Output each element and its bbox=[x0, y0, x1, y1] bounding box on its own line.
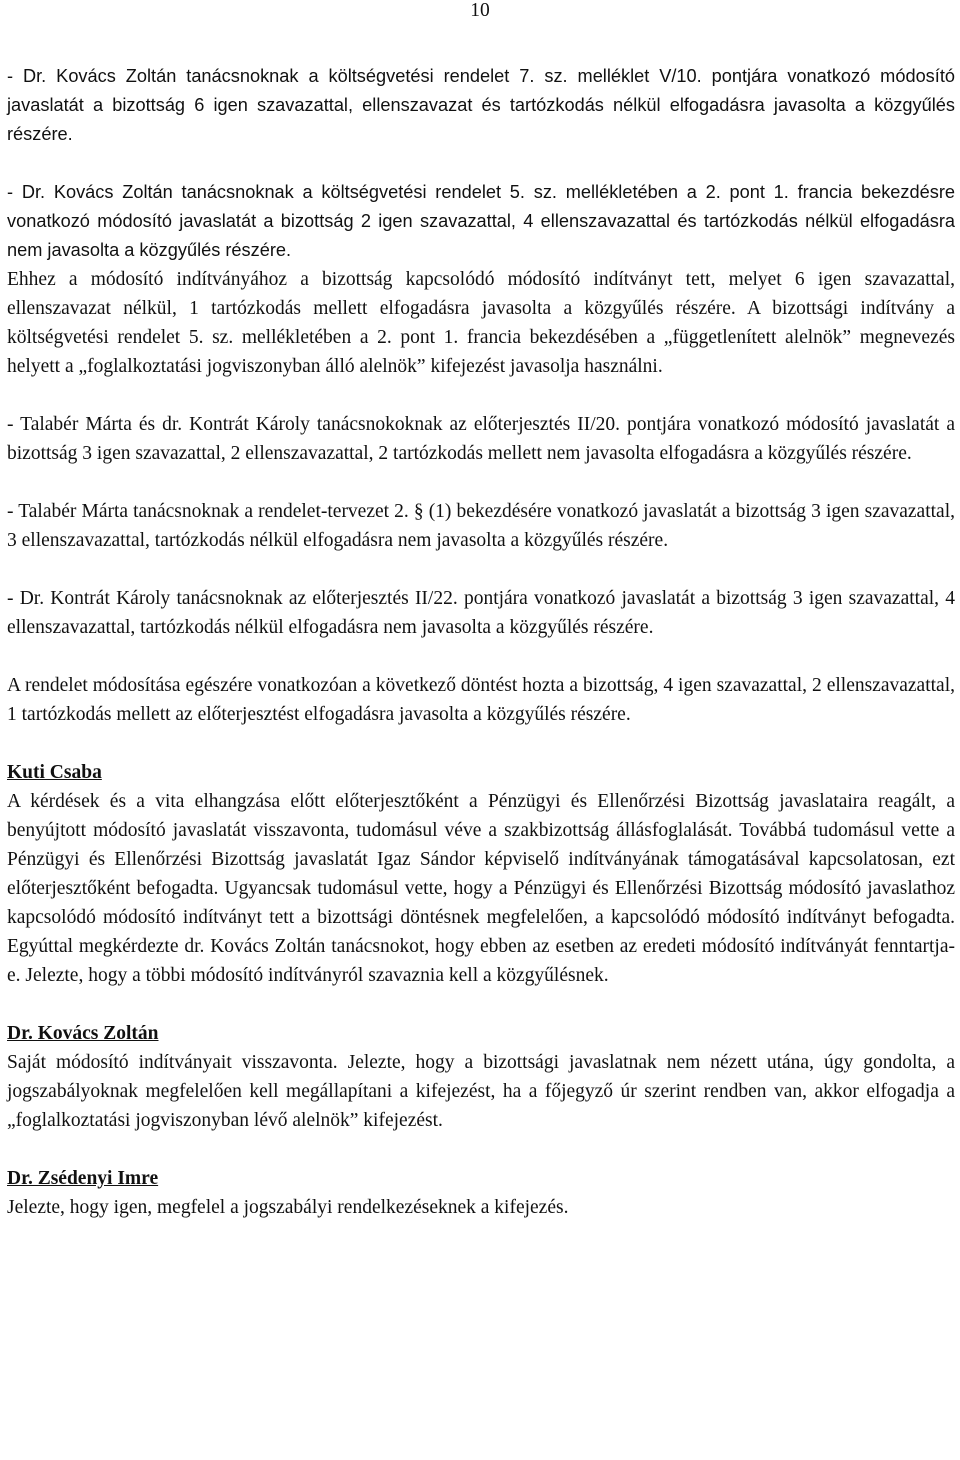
paragraph-talaber-kontrat: - Talabér Márta és dr. Kontrát Károly tanácsnokoknak az előterjesztés II/20. pontjára vonatkozó módosító javaslatát a bizottság 3 igen szavazattal, 2 ellenszavazattal, 2 tartózkodás mellett nem javasolta elfogadásra a közgyűlés részére. bbox=[7, 414, 955, 464]
speaker-text: Jelezte, hogy igen, megfelel a jogszabályi rendelkezéseknek a kifejezés. bbox=[7, 1197, 569, 1218]
paragraph-kovacs-5sz: - Dr. Kovács Zoltán tanácsnoknak a költségvetési rendelet 5. sz. mellékletében a 2. pont 1. francia bekezdésre vonatkozó módosító javaslatát a bizottság 2 igen szavazattal, 4 ellenszavazattal és tartózkodás nélkül elfogadásra nem javasolta a közgyűlés részére. bbox=[7, 182, 955, 260]
speaker-name: Dr. Zsédenyi Imre bbox=[7, 1168, 159, 1189]
paragraph-talaber: - Talabér Márta tanácsnoknak a rendelet-tervezet 2. § (1) bekezdésére vonatkozó javaslatát a bizottság 3 igen szavazattal, 3 ellenszavazattal, tartózkodás nélkül elfogadásra nem javasolta a közgyűlés részére. bbox=[7, 501, 955, 551]
document-body bbox=[7, 62, 955, 1222]
paragraph-kapcsolodo-inditvany: Ehhez a módosító indítványához a bizottság kapcsolódó módosító indítványt tett, melyet 6 igen szavazattal, ellenszavazat nélkül, 1 tartózkodás mellett elfogadásra javasolta a közgyűlés részére. A bizottsági indítvány a költségvetési rendelet 5. sz. mellékletében a 2. pont 1. francia bekezdésében a „függetlenített alelnök” megnevezés helyett a „foglalkoztatási jogviszonyban álló alelnök” kifejezést javasolja használni. bbox=[7, 269, 955, 377]
paragraph-kovacs-v10: - Dr. Kovács Zoltán tanácsnoknak a költségvetési rendelet 7. sz. melléklet V/10. pontjára vonatkozó módosító javaslatát a bizottság 6 igen szavazattal, ellenszavazat és tartózkodás nélkül elfogadásra javasolta a közgyűlés részére. bbox=[7, 66, 955, 144]
page-number: 10 bbox=[470, 0, 490, 21]
speaker-text: Saját módosító indítványait visszavonta. Jelezte, hogy a bizottsági javaslatnak nem nézett utána, úgy gondolta, a jogszabályoknak megfelelően kell megállapítani a kifejezést, ha a főjegyző úr szerint rendben van, akkor elfogadja a „foglalkoztatási jogviszonyban lévő alelnök” kifejezést. bbox=[7, 1052, 955, 1131]
paragraph-rendelet-egesze: A rendelet módosítása egészére vonatkozóan a következő döntést hozta a bizottság, 4 igen szavazattal, 2 ellenszavazattal, 1 tartózkodás mellett az előterjesztést elfogadásra javasolta a közgyűlés részére. bbox=[7, 675, 955, 725]
speaker-name: Kuti Csaba bbox=[7, 762, 102, 783]
paragraph-kontrat: - Dr. Kontrát Károly tanácsnoknak az előterjesztés II/22. pontjára vonatkozó javaslatát a bizottság 3 igen szavazattal, 4 ellenszavazattal, tartózkodás nélkül elfogadásra nem javasolta a közgyűlés részére. bbox=[7, 588, 955, 638]
speaker-text: A kérdések és a vita elhangzása előtt előterjesztőként a Pénzügyi és Ellenőrzési Bizottság javaslataira reagált, a benyújtott módosító javaslatát visszavonta, tudomásul véve a szakbizottság állásfoglalását. Továbbá tudomásul vette a Pénzügyi és Ellenőrzési Bizottság javaslatát Igaz Sándor képviselő indítványának támogatásával kapcsolatosan, ezt előterjesztőként befogadta. Ugyancsak tudomásul vette, hogy a Pénzügyi és Ellenőrzési Bizottság módosító javaslathoz kapcsolódó módosító indítványt tett a bizottsági döntésnek megfelelően, a kapcsolódó módosító indítványt befogadta. Egyúttal megkérdezte dr. Kovács Zoltán tanácsnokot, hogy ebben az esetben az eredeti módosító indítványát fenntartja-e. Jelezte, hogy a többi módosító indítványról szavaznia kell a közgyűlésnek. bbox=[7, 791, 955, 986]
speaker-name: Dr. Kovács Zoltán bbox=[7, 1023, 159, 1044]
